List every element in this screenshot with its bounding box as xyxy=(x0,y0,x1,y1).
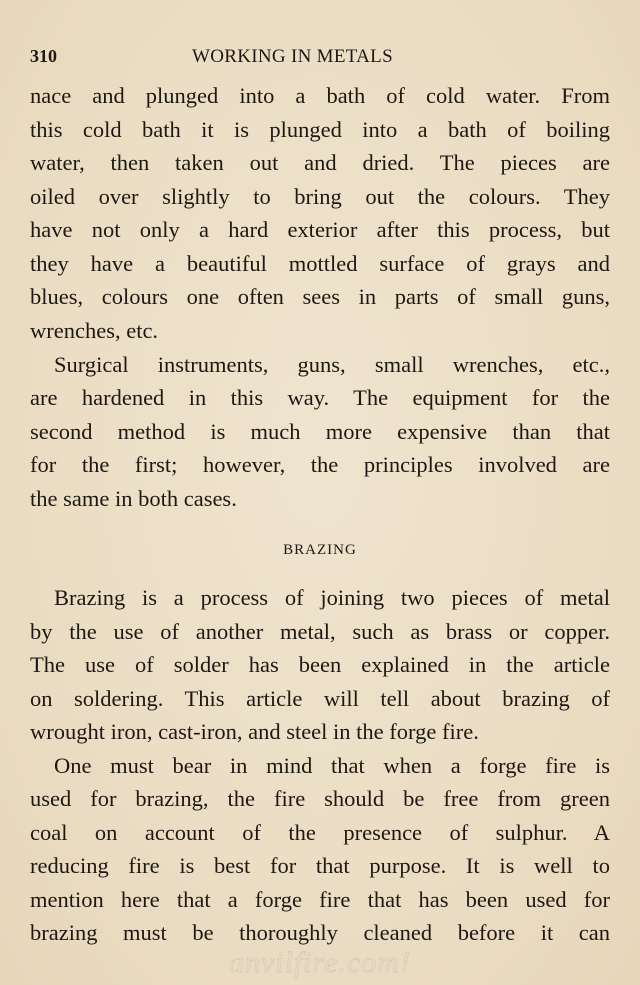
text-line: the same in both cases. xyxy=(30,486,237,511)
text-line: they have a beautiful mottled surface of grays and xyxy=(30,251,610,276)
text-line: water, then taken out and dried. The pieces are xyxy=(30,150,610,175)
text-line: One must bear in mind that when a forge fire is xyxy=(54,753,610,778)
text-line: blues, colours one often sees in parts of small guns, xyxy=(30,284,610,309)
running-head xyxy=(30,46,610,70)
text-line: this cold bath it is plunged into a bath of boiling xyxy=(30,117,610,142)
watermark: anvilfire.com! xyxy=(228,946,411,979)
text-line: by the use of another metal, such as brass or copper. xyxy=(30,619,610,644)
text-line: on soldering. This article will tell about brazing of xyxy=(30,686,610,711)
text-line: second method is much more expensive than that xyxy=(30,419,610,444)
text-line: The use of solder has been explained in the article xyxy=(30,652,610,677)
section-heading-brazing: BRAZING xyxy=(283,542,357,558)
page-number: 310 xyxy=(30,46,57,66)
text-line: used for brazing, the fire should be free from green xyxy=(30,786,610,811)
running-title: WORKING IN METALS xyxy=(192,46,393,67)
text-line: Surgical instruments, guns, small wrenches, etc., xyxy=(54,352,610,377)
text-line: wrought iron, cast-iron, and steel in the forge fire. xyxy=(30,719,479,744)
text-line: mention here that a forge fire that has been used for xyxy=(30,887,610,912)
text-line: for the first; however, the principles involved are xyxy=(30,452,610,477)
text-line: have not only a hard exterior after this process, but xyxy=(30,217,610,242)
text-line: brazing must be thoroughly cleaned before it can xyxy=(30,920,610,945)
text-line: oiled over slightly to bring out the colours. They xyxy=(30,184,610,209)
text-line: are hardened in this way. The equipment for the xyxy=(30,385,610,410)
text-line: reducing fire is best for that purpose. It is well to xyxy=(30,853,610,878)
text-line: wrenches, etc. xyxy=(30,318,159,343)
text-line: coal on account of the presence of sulphur. A xyxy=(30,820,610,845)
text-line: nace and plunged into a bath of cold water. From xyxy=(30,83,610,108)
text-line: Brazing is a process of joining two pieces of metal xyxy=(54,585,610,610)
